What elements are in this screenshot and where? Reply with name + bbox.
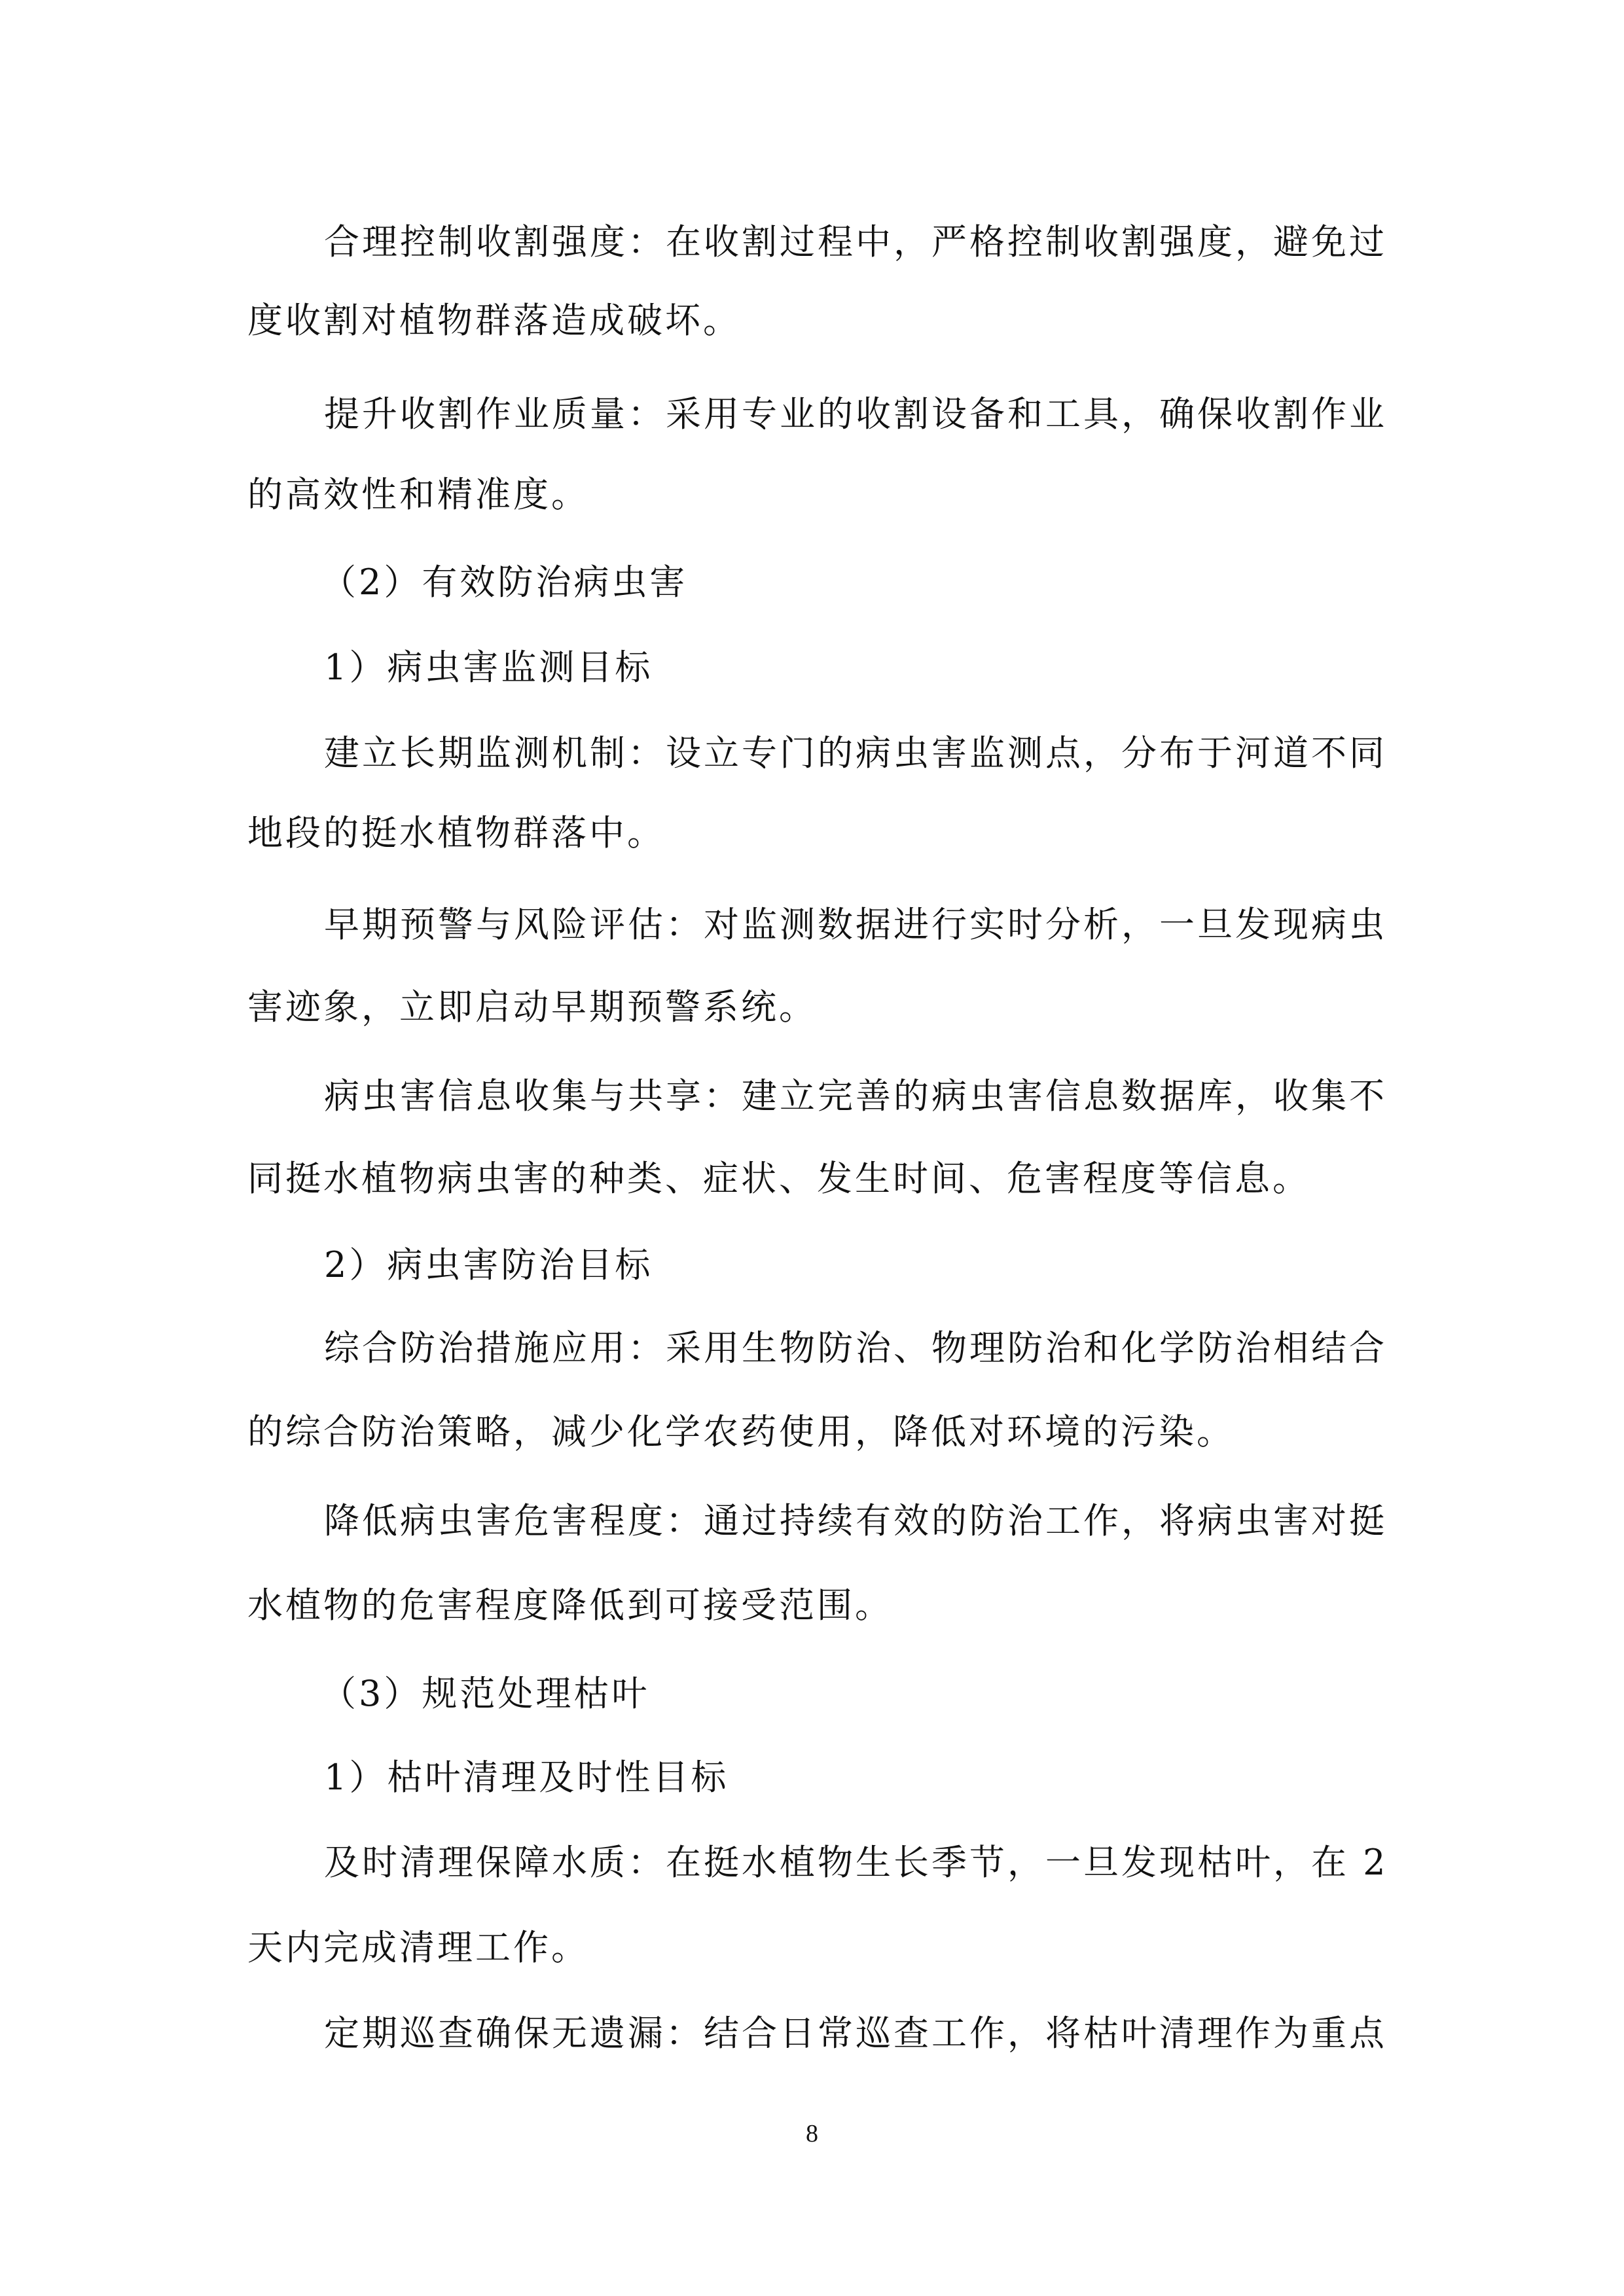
paragraph-line: 定期巡查确保无遗漏：结合日常巡查工作，将枯叶清理作为重点: [324, 2013, 1387, 2054]
section-heading: （3）规范处理枯叶: [321, 1673, 650, 1714]
paragraph-line: 害迹象，立即启动早期预警系统。: [247, 986, 817, 1028]
subsection-heading: 1）枯叶清理及时性目标: [324, 1757, 729, 1798]
paragraph-line: 天内完成清理工作。: [247, 1927, 589, 1968]
page-number: 8: [806, 2120, 818, 2147]
section-heading: （2）有效防治病虫害: [321, 562, 688, 603]
paragraph-line: 早期预警与风险评估：对监测数据进行实时分析，一旦发现病虫: [324, 904, 1387, 945]
subsection-heading: 1）病虫害监测目标: [324, 647, 653, 688]
paragraph-line: 提升收割作业质量：采用专业的收割设备和工具，确保收割作业: [324, 393, 1387, 435]
paragraph-line: 综合防治措施应用：采用生物防治、物理防治和化学防治相结合: [324, 1327, 1387, 1369]
paragraph-line: 建立长期监测机制：设立专门的病虫害监测点，分布于河道不同: [324, 732, 1387, 774]
paragraph-line: 的综合防治策略，减少化学农药使用，降低对环境的污染。: [247, 1411, 1235, 1452]
paragraph-line: 的高效性和精准度。: [247, 474, 589, 515]
paragraph-line: 及时清理保障水质：在挺水植物生长季节，一旦发现枯叶，在 2: [324, 1842, 1388, 1883]
paragraph-line: 度收割对植物群落造成破坏。: [247, 300, 741, 341]
paragraph-line: 病虫害信息收集与共享：建立完善的病虫害信息数据库，收集不: [324, 1075, 1387, 1117]
subsection-heading: 2）病虫害防治目标: [324, 1244, 653, 1285]
paragraph-line: 水植物的危害程度降低到可接受范围。: [247, 1585, 893, 1626]
paragraph-line: 地段的挺水植物群落中。: [247, 812, 665, 853]
paragraph-line: 合理控制收割强度：在收割过程中，严格控制收割强度，避免过: [324, 221, 1387, 262]
paragraph-line: 降低病虫害危害程度：通过持续有效的防治工作，将病虫害对挺: [324, 1500, 1387, 1541]
paragraph-line: 同挺水植物病虫害的种类、症状、发生时间、危害程度等信息。: [247, 1158, 1310, 1199]
